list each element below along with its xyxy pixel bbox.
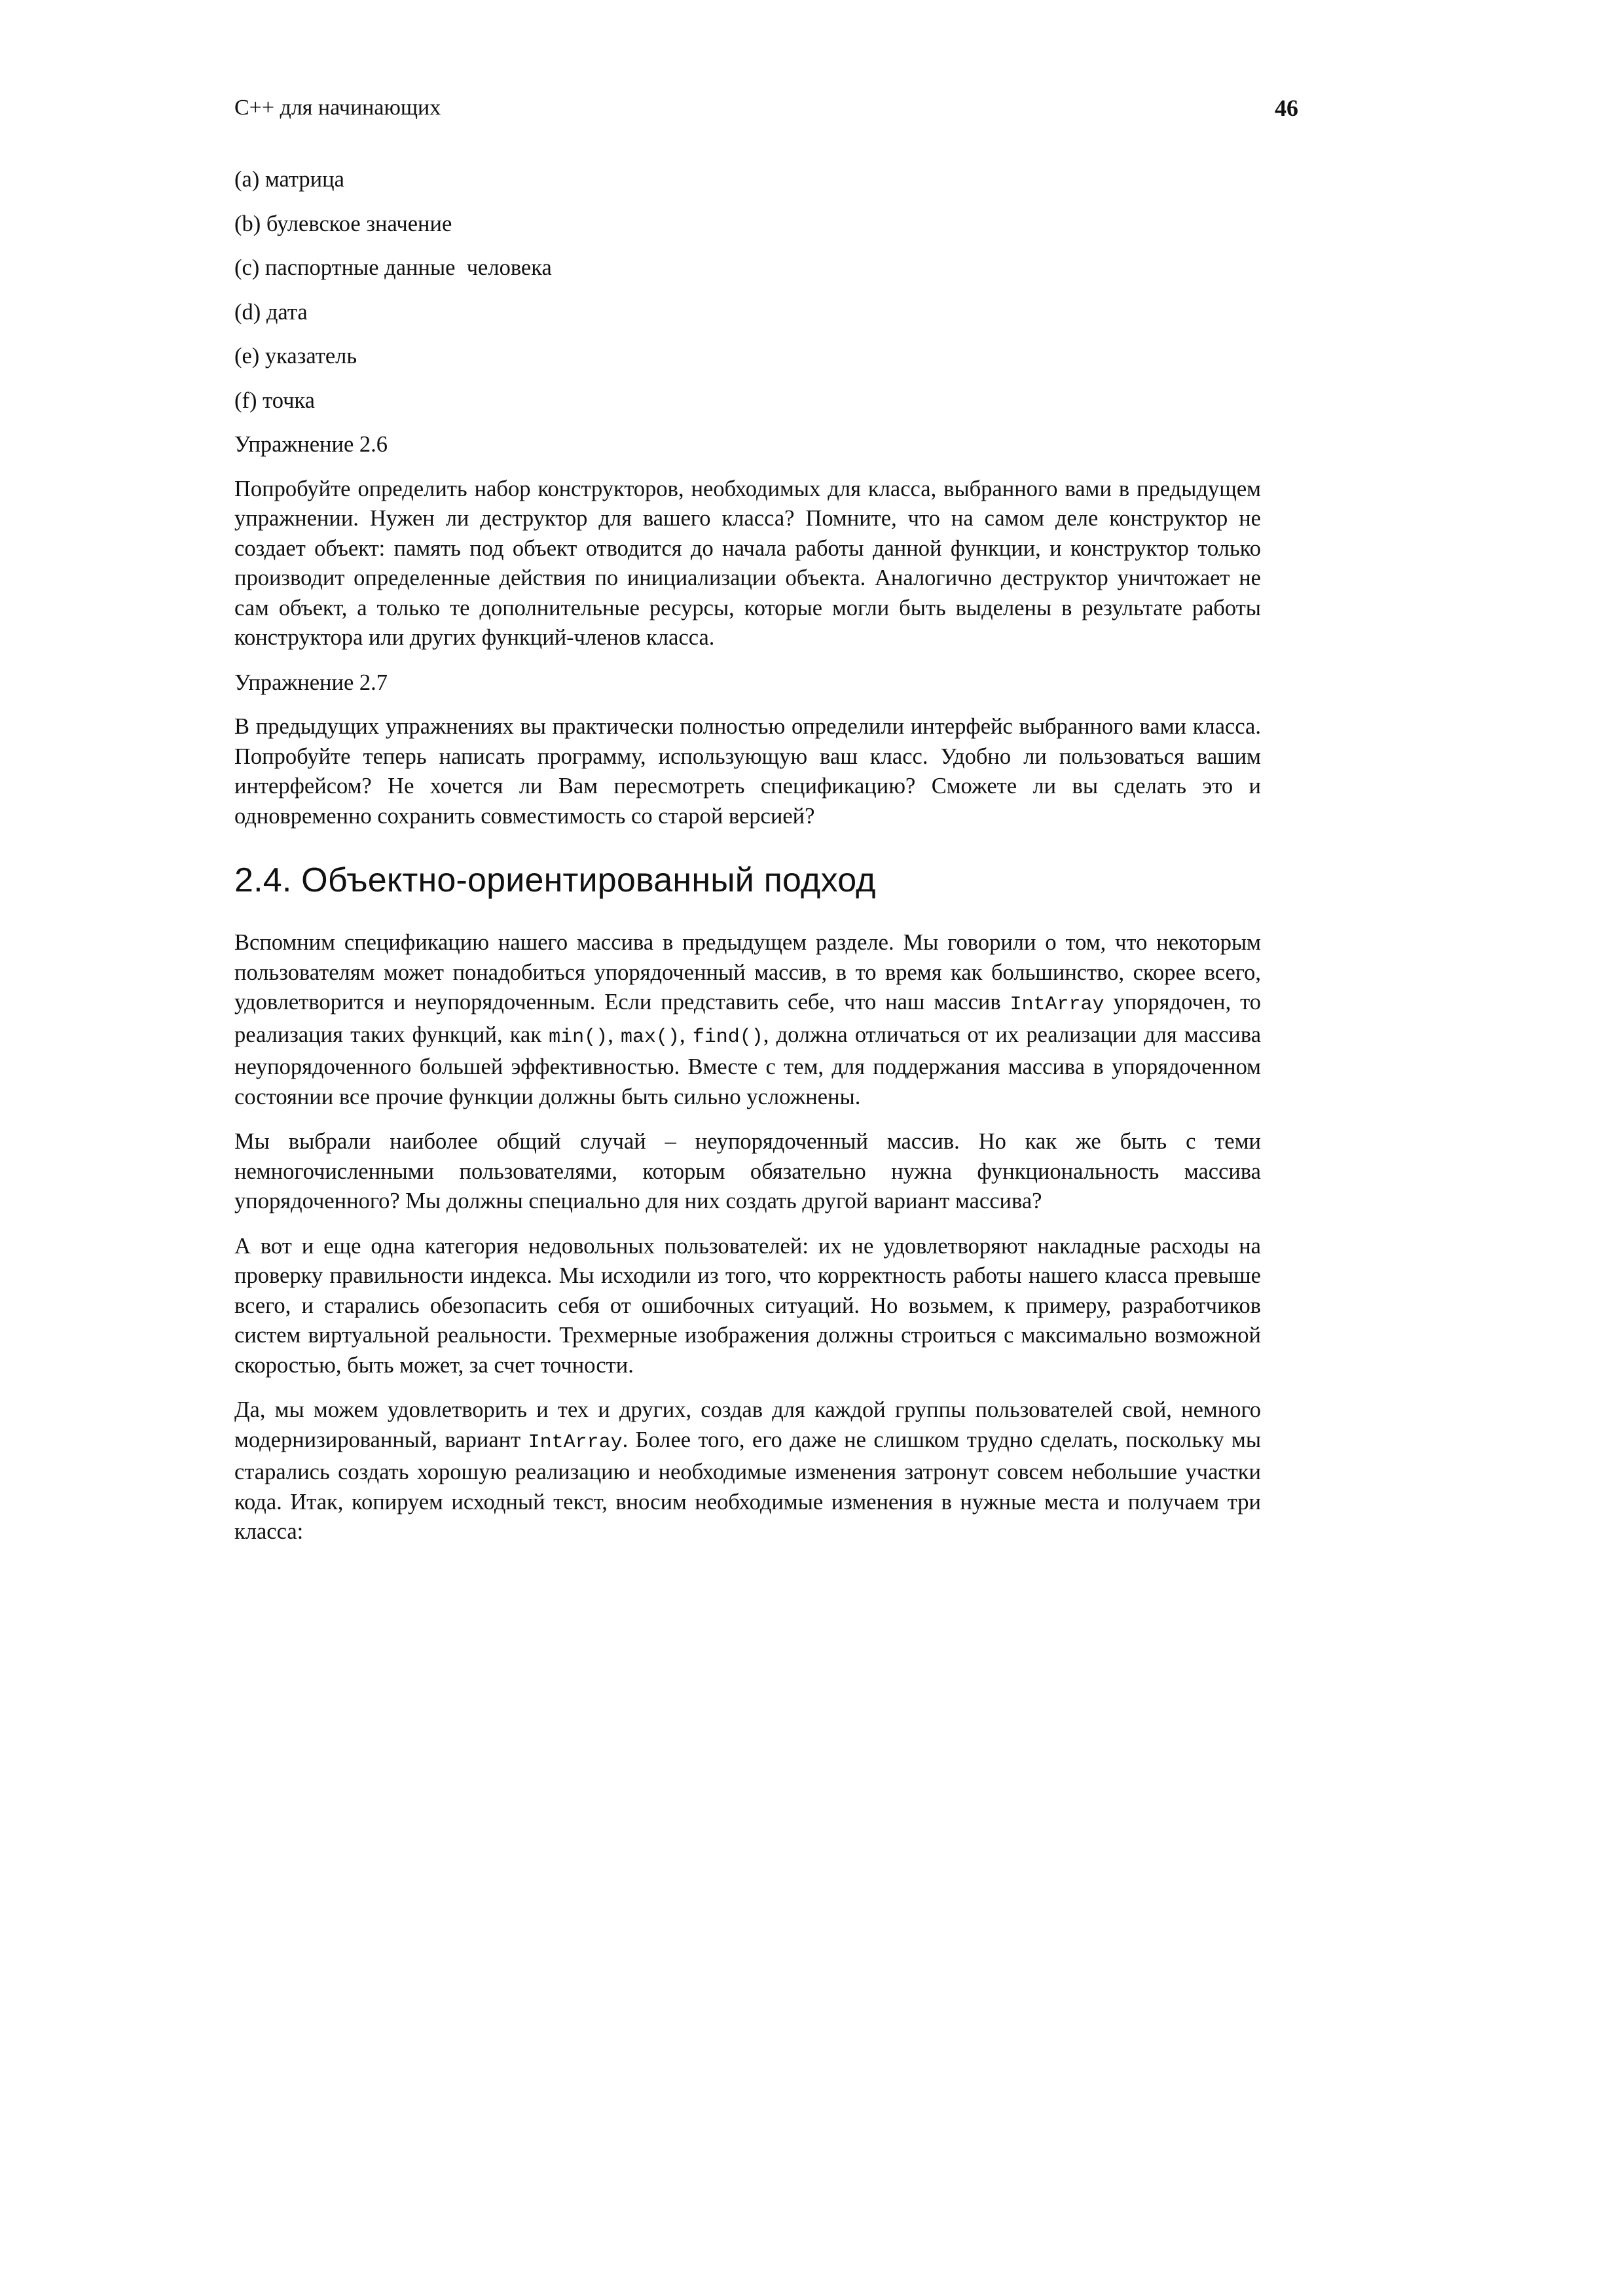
list-item: (f) точка [234, 387, 315, 413]
section-heading: 2.4. Объектно-ориентированный подход [234, 861, 876, 899]
code-intarray: IntArray [528, 1431, 623, 1454]
exercise-2-6-label: Упражнение 2.6 [234, 432, 388, 457]
code-max: max() [620, 1026, 680, 1049]
paragraph-1-text: Вспомним спецификацию нашего массива в предыдущем разделе. Мы говорили о том, что некоторым пользователям может понадобиться упорядоченный массив, в то время как большинство, скорее всего, удовлетворится и неупорядоченным. Если представить себе, что наш массив [234, 930, 1261, 1014]
exercise-2-7-label: Упражнение 2.7 [234, 670, 388, 695]
list-item: (e) указатель [234, 344, 357, 368]
page-header [234, 92, 1298, 124]
paragraph-1-text: , должна отличаться от их реализации для массива неупорядоченного большей эффективностью. Вместе с тем, для поддержания массива в упорядоченном состоянии все прочие функции должны быть сильно усложнены. [234, 1022, 1262, 1109]
page-number: 46 [1275, 95, 1298, 121]
exercise-2-6-text: Попробуйте определить набор конструкторов, необходимых для класса, выбранного вами в предыдущем упражнении. Нужен ли деструктор для вашего класса? Помните, что на самом деле конструктор не создает объект: память под объект отводится до начала работы данной функции, и конструктор только производит определенные действия по инициализации объекта. Аналогично деструктор уничтожает не сам объект, а только те дополнительные ресурсы, которые могли быть выделены в результате работы конструктора или других функций-членов класса. [234, 476, 1261, 650]
separator: , [679, 1022, 693, 1047]
running-title: C++ для начинающих [234, 96, 441, 120]
code-find: find() [692, 1026, 763, 1049]
list-item: (c) паспортные данные человека [234, 255, 552, 280]
paragraph-4-text: Да, мы можем удовлетворить и тех и других, создав для каждой группы пользователей свой, немного модернизированный, вариант [234, 1397, 1261, 1452]
code-min: min() [549, 1026, 608, 1049]
paragraph-4 [234, 1395, 1261, 1547]
paragraph-1-text: упорядочен, то реализация таких функций, как [234, 990, 1261, 1047]
list-item: (a) матрица [234, 167, 344, 192]
paragraph-2: Мы выбрали наиболее общий случай – неупорядоченный массив. Но как же быть с теми немногочисленными пользователями, которым обязательно нужна функциональность массива упорядоченного? Мы должны специально для них создать другой вариант массива? [234, 1129, 1261, 1213]
paragraph-4-text: . Более того, его даже не слишком трудно сделать, поскольку мы старались создать хорошую реализацию и необходимые изменения затронут совсем небольшие участки кода. Итак, копируем исходный текст, вносим необходимые изменения в нужные места и получаем три класса: [234, 1427, 1262, 1544]
list-item: (d) дата [234, 299, 308, 325]
paragraph-1 [234, 928, 1261, 1112]
code-intarray: IntArray [1010, 994, 1104, 1016]
paragraph-3: А вот и еще одна категория недовольных пользователей: их не удовлетворяют накладные расходы на проверку правильности индекса. Мы исходили из того, что корректность работы нашего класса превыше всего, и старались обезопасить себя от ошибочных ситуаций. Но возьмем, к примеру, разработчиков систем виртуальной реальности. Трехмерные изображения должны строиться с максимально возможной скоростью, быть может, за счет точности. [234, 1233, 1261, 1378]
separator: , [608, 1022, 621, 1047]
page-content [234, 165, 1261, 1562]
list-item: (b) булевское значение [234, 211, 452, 236]
exercise-2-7-text: В предыдущих упражнениях вы практически полностью определили интерфейс выбранного вами класса. Попробуйте теперь написать программу, использующую ваш класс. Удобно ли пользоваться вашим интерфейсом? Не хочется ли Вам пересмотреть спецификацию? Сможете ли вы сделать это и одновременно сохранить совместимость со старой версией? [234, 714, 1261, 829]
